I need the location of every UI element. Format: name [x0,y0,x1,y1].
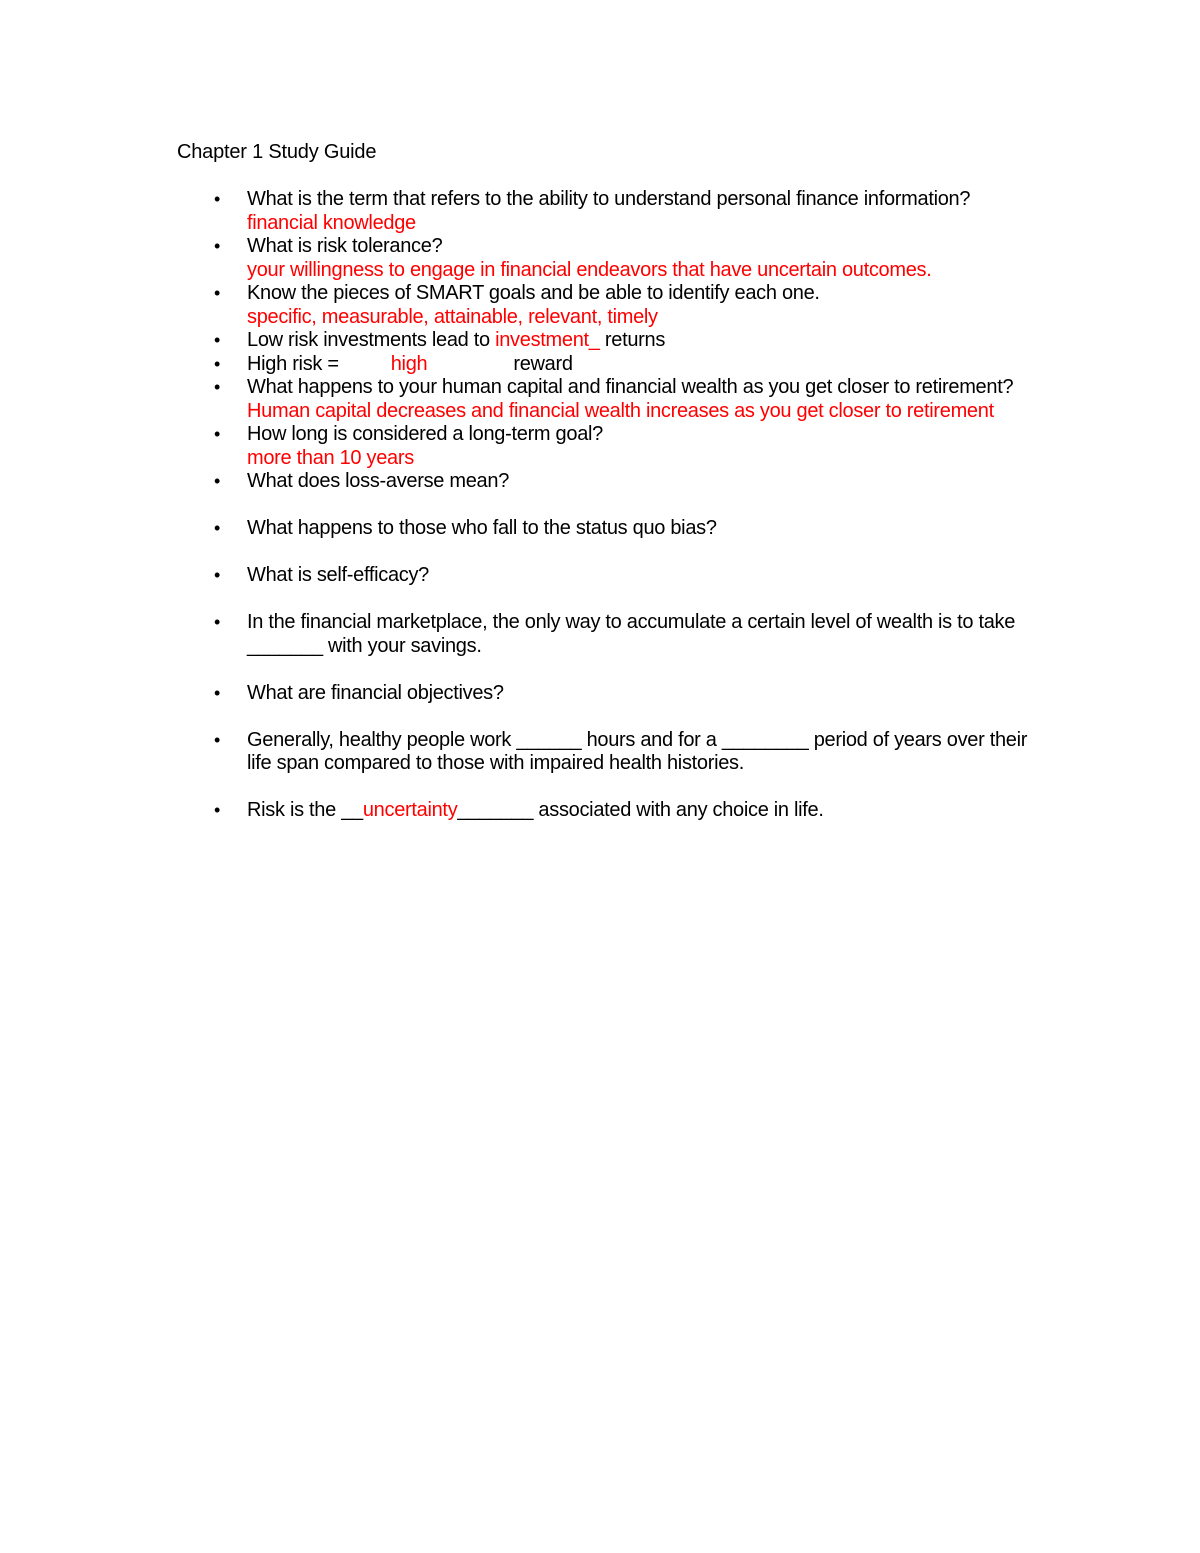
bullet-icon: • [214,283,221,303]
answer-text: Human capital decreases and financial wealth increases as you get closer to retirement [247,399,994,422]
list-item [214,188,1037,235]
question-text: How long is considered a long-term goal? [247,423,603,445]
question-text: What is the term that refers to the ability to understand personal finance information? [247,188,971,210]
list-item [214,282,1037,329]
bullet-icon: • [214,377,221,397]
question-suffix: returns [599,329,666,351]
bullet-icon: • [214,189,221,209]
list-item [214,564,1037,588]
list-item [214,235,1037,282]
blank-line [247,705,1037,729]
bullet-icon: • [214,612,221,632]
list-item [214,517,1037,541]
blank-line [247,658,1037,682]
question-text: Know the pieces of SMART goals and be able to identify each one. [247,282,820,304]
list-item [214,611,1037,658]
question-text: What is self-efficacy? [247,564,429,586]
list-item [214,799,1037,823]
answer-text: your willingness to engage in financial endeavors that have uncertain outcomes. [247,258,932,281]
question-list [214,188,1037,823]
question-text: Generally, healthy people work ______ hours and for a ________ period of years over their life span compared to those with impaired health histories. [247,728,1028,774]
fill-in-answer: uncertainty [362,799,458,821]
list-item [214,728,1037,776]
list-item [214,329,1037,353]
page-title: Chapter 1 Study Guide [177,141,377,163]
question-text: What are financial objectives? [247,681,504,704]
bullet-icon: • [214,565,221,585]
question-prefix: Low risk investments lead to [247,329,496,351]
question-text: What does loss-averse mean? [247,470,510,492]
list-item [214,376,1037,423]
answer-text: financial knowledge [247,211,416,234]
question-text: What happens to your human capital and financial wealth as you get closer to retirement? [247,376,1014,398]
blank-line [247,776,1037,800]
bullet-icon: • [214,471,221,491]
list-item [214,352,1037,377]
bullet-icon: • [214,800,221,820]
question-suffix: reward [513,352,573,375]
bullet-icon: • [214,330,221,350]
blank-line [247,494,1037,518]
fill-in-answer: high [390,352,428,375]
bullet-icon: • [214,353,221,374]
fill-in-answer: investment_ [495,329,600,351]
question-text: What is risk tolerance? [247,235,443,257]
bullet-icon: • [214,518,221,538]
answer-text: specific, measurable, attainable, relevant, timely [247,305,658,328]
question-prefix: High risk = [247,352,339,375]
bullet-icon: • [214,424,221,444]
list-item [214,423,1037,470]
blank-line [247,588,1037,612]
answer-text: more than 10 years [247,446,414,469]
question-text: In the financial marketplace, the only way to accumulate a certain level of wealth is to take _______ with your savings. [247,611,1016,657]
list-item [214,470,1037,494]
question-prefix: Risk is the __ [247,799,363,821]
bullet-icon: • [214,236,221,256]
blank-line [247,541,1037,565]
bullet-icon: • [214,729,221,750]
bullet-icon: • [214,682,221,703]
question-text: What happens to those who fall to the status quo bias? [247,517,717,539]
list-item [214,681,1037,706]
question-suffix: _______ associated with any choice in life. [457,799,824,821]
